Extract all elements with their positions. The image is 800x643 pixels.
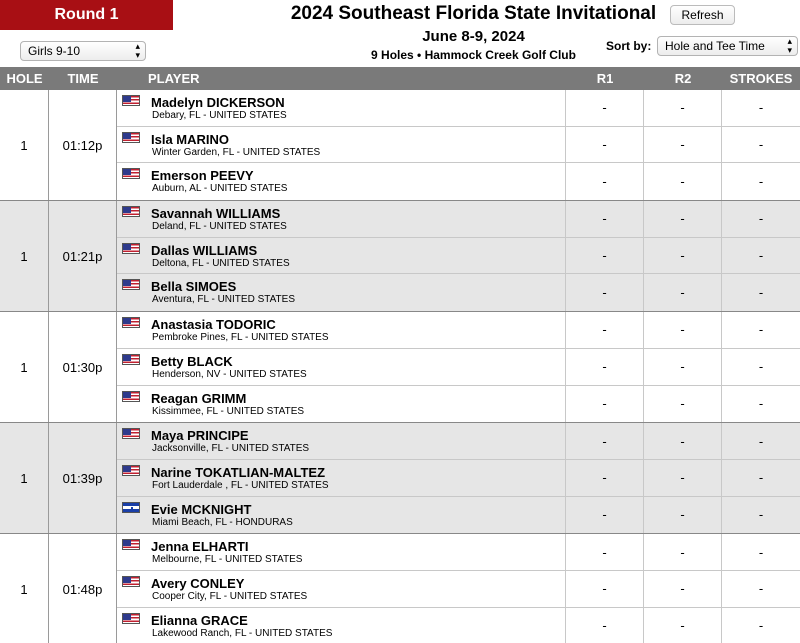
player-name[interactable]: Isla MARINO <box>151 131 230 147</box>
player-cell[interactable] <box>117 608 566 643</box>
score-r1: - <box>566 423 644 459</box>
score-r2: - <box>644 386 722 423</box>
us-flag-icon <box>122 539 140 550</box>
player-cell[interactable] <box>117 201 566 237</box>
flag-canton <box>123 280 131 286</box>
score-r2: - <box>644 201 722 237</box>
score-strokes: - <box>758 211 764 227</box>
us-flag-icon <box>122 279 140 290</box>
player-location: Melbourne, FL - UNITED STATES <box>152 554 303 566</box>
division-select[interactable] <box>20 41 146 61</box>
score-r1: - <box>566 497 644 534</box>
score-r2: - <box>644 127 722 163</box>
player-row[interactable] <box>117 460 800 497</box>
player-name[interactable]: Dallas WILLIAMS <box>151 242 258 258</box>
flag-star <box>131 507 133 509</box>
player-name[interactable]: Bella SIMOES <box>151 279 237 295</box>
tee-group <box>0 201 800 312</box>
score-r1: - <box>566 349 644 385</box>
player-row[interactable] <box>117 608 800 643</box>
score-strokes: - <box>758 248 764 264</box>
score-r2: - <box>644 238 722 274</box>
score-r1: - <box>566 534 644 570</box>
score-strokes: - <box>758 618 764 634</box>
group-time: 01:48p <box>49 534 117 643</box>
player-name[interactable]: Madelyn DICKERSON <box>151 95 285 110</box>
player-row[interactable] <box>117 274 800 311</box>
player-cell[interactable] <box>117 163 566 200</box>
refresh-button[interactable]: Refresh <box>670 5 735 25</box>
score-r1: - <box>566 274 644 311</box>
score-r2: - <box>644 571 722 607</box>
group-time: 01:39p <box>49 423 117 533</box>
division-select-value: Girls 9-10 <box>28 44 81 58</box>
player-name[interactable]: Reagan GRIMM <box>151 390 247 406</box>
col-strokes[interactable]: STROKES <box>729 71 793 86</box>
group-players <box>117 90 800 200</box>
group-players <box>117 312 800 422</box>
us-flag-icon <box>122 168 140 179</box>
score-r1: - <box>566 127 644 163</box>
score-r2: - <box>644 608 722 643</box>
us-flag-icon <box>122 95 140 106</box>
us-flag-icon <box>122 576 140 587</box>
score-strokes: - <box>758 396 764 412</box>
player-cell[interactable] <box>117 386 566 423</box>
group-players <box>117 534 800 643</box>
groups-container <box>0 90 800 643</box>
sort-label: Sort by: <box>606 39 652 53</box>
score-r1: - <box>566 460 644 496</box>
player-location: Pembroke Pines, FL - UNITED STATES <box>152 332 329 344</box>
flag-canton <box>123 355 131 361</box>
flag-canton <box>123 318 131 324</box>
score-strokes: - <box>758 581 764 597</box>
tee-group <box>0 312 800 423</box>
player-row[interactable] <box>117 571 800 608</box>
player-cell[interactable] <box>117 238 566 274</box>
col-player[interactable]: PLAYER <box>148 71 200 86</box>
score-strokes: - <box>758 174 764 190</box>
player-name[interactable]: Evie MCKNIGHT <box>151 501 252 517</box>
group-time: 01:12p <box>49 90 117 200</box>
score-strokes: - <box>758 322 764 338</box>
player-location: Aventura, FL - UNITED STATES <box>152 294 295 306</box>
player-location: Auburn, AL - UNITED STATES <box>152 183 288 195</box>
col-r2[interactable]: R2 <box>674 71 692 86</box>
player-cell[interactable] <box>117 534 566 570</box>
score-r2: - <box>644 349 722 385</box>
player-cell[interactable] <box>117 312 566 348</box>
score-r2: - <box>644 497 722 534</box>
player-location: Henderson, NV - UNITED STATES <box>152 368 307 380</box>
score-strokes: - <box>758 433 764 449</box>
honduras-flag-icon <box>122 502 140 513</box>
score-r1: - <box>566 90 644 126</box>
score-r1: - <box>566 312 644 348</box>
us-flag-icon <box>122 354 140 365</box>
score-strokes: - <box>758 100 764 116</box>
us-flag-icon <box>122 465 140 476</box>
player-name[interactable]: Savannah WILLIAMS <box>151 206 281 222</box>
score-r1: - <box>566 386 644 423</box>
tee-group <box>0 90 800 201</box>
score-r2: - <box>644 460 722 496</box>
player-row[interactable] <box>117 497 800 534</box>
player-name[interactable]: Avery CONLEY <box>151 575 245 591</box>
score-strokes: - <box>758 359 764 375</box>
player-row[interactable] <box>117 386 800 423</box>
score-r2: - <box>644 163 722 200</box>
player-location: Deland, FL - UNITED STATES <box>152 221 287 233</box>
flag-canton <box>123 244 131 250</box>
flag-canton <box>123 466 131 472</box>
player-row[interactable] <box>117 163 800 200</box>
score-r2: - <box>644 423 722 459</box>
flag-canton <box>123 169 131 175</box>
col-r1[interactable]: R1 <box>596 71 614 86</box>
player-name[interactable]: Narine TOKATLIAN-MALTEZ <box>151 464 326 480</box>
player-location: Cooper City, FL - UNITED STATES <box>152 590 308 602</box>
score-r1: - <box>566 201 644 237</box>
player-name[interactable]: Jenna ELHARTI <box>151 539 249 555</box>
player-location: Lakewood Ranch, FL - UNITED STATES <box>152 627 333 639</box>
event-dates: June 8-9, 2024 <box>422 28 525 45</box>
player-cell[interactable] <box>117 349 566 385</box>
player-row[interactable] <box>117 127 800 164</box>
group-players <box>117 201 800 311</box>
player-row[interactable] <box>117 349 800 386</box>
player-cell[interactable] <box>117 423 566 459</box>
us-flag-icon <box>122 317 140 328</box>
event-details: 9 Holes • Hammock Creek Golf Club <box>371 48 576 62</box>
player-location: Deltona, FL - UNITED STATES <box>152 257 290 269</box>
score-strokes: - <box>758 544 764 560</box>
tee-times-table <box>0 67 800 643</box>
group-time: 01:30p <box>49 312 117 422</box>
score-r1: - <box>566 163 644 200</box>
us-flag-icon <box>122 391 140 402</box>
player-location: Winter Garden, FL - UNITED STATES <box>152 146 321 158</box>
score-strokes: - <box>758 470 764 486</box>
score-r2: - <box>644 534 722 570</box>
player-cell[interactable] <box>117 460 566 496</box>
score-r2: - <box>644 312 722 348</box>
flag-canton <box>123 133 131 139</box>
score-r1: - <box>566 238 644 274</box>
player-location: Fort Lauderdale , FL - UNITED STATES <box>152 479 329 491</box>
player-cell[interactable] <box>117 274 566 311</box>
flag-canton <box>123 392 131 398</box>
score-r2: - <box>644 90 722 126</box>
event-title: 2024 Southeast Florida State Invitational <box>290 3 657 24</box>
sort-select-value: Hole and Tee Time <box>665 39 765 53</box>
flag-canton <box>123 96 131 102</box>
player-name[interactable]: Emerson PEEVY <box>151 168 254 184</box>
us-flag-icon <box>122 428 140 439</box>
player-row[interactable] <box>117 534 800 571</box>
round-tab[interactable]: Round 1 <box>0 0 173 30</box>
player-cell[interactable] <box>117 497 566 534</box>
score-r2: - <box>644 274 722 311</box>
group-hole: 1 <box>0 423 49 533</box>
chevron-updown-icon: ▴ ▾ <box>135 41 140 60</box>
player-name[interactable]: Anastasia TODORIC <box>151 317 276 333</box>
group-hole: 1 <box>0 201 49 311</box>
player-cell[interactable] <box>117 571 566 607</box>
player-row[interactable] <box>117 238 800 275</box>
score-strokes: - <box>758 507 764 523</box>
player-row[interactable] <box>117 312 800 349</box>
group-hole: 1 <box>0 534 49 643</box>
player-row[interactable] <box>117 423 800 460</box>
player-row[interactable] <box>117 201 800 238</box>
col-hole[interactable]: HOLE <box>6 71 43 86</box>
score-strokes: - <box>758 285 764 301</box>
player-cell[interactable] <box>117 90 566 126</box>
player-location: Debary, FL - UNITED STATES <box>152 110 287 121</box>
col-time[interactable]: TIME <box>67 71 99 86</box>
tee-group <box>0 423 800 534</box>
flag-canton <box>123 429 131 435</box>
us-flag-icon <box>122 132 140 143</box>
player-cell[interactable] <box>117 127 566 163</box>
flag-canton <box>123 577 131 583</box>
player-name[interactable]: Elianna GRACE <box>151 612 248 628</box>
chevron-updown-icon: ▴ ▾ <box>787 36 792 55</box>
us-flag-icon <box>122 206 140 217</box>
player-location: Miami Beach, FL - HONDURAS <box>152 516 293 528</box>
player-name[interactable]: Maya PRINCIPE <box>151 428 249 444</box>
player-name[interactable]: Betty BLACK <box>151 353 233 369</box>
score-strokes: - <box>758 137 764 153</box>
group-time: 01:21p <box>49 201 117 311</box>
flag-canton <box>123 207 131 213</box>
us-flag-icon <box>122 243 140 254</box>
table-header <box>0 67 800 90</box>
player-location: Jacksonville, FL - UNITED STATES <box>152 443 310 455</box>
group-players <box>117 423 800 533</box>
group-hole: 1 <box>0 312 49 422</box>
flag-canton <box>123 614 131 620</box>
flag-canton <box>123 540 131 546</box>
sort-select[interactable] <box>657 36 798 56</box>
player-row[interactable] <box>117 90 800 127</box>
us-flag-icon <box>122 613 140 624</box>
score-r1: - <box>566 571 644 607</box>
tee-group <box>0 534 800 643</box>
group-hole: 1 <box>0 90 49 200</box>
score-r1: - <box>566 608 644 643</box>
player-location: Kissimmee, FL - UNITED STATES <box>152 405 305 417</box>
